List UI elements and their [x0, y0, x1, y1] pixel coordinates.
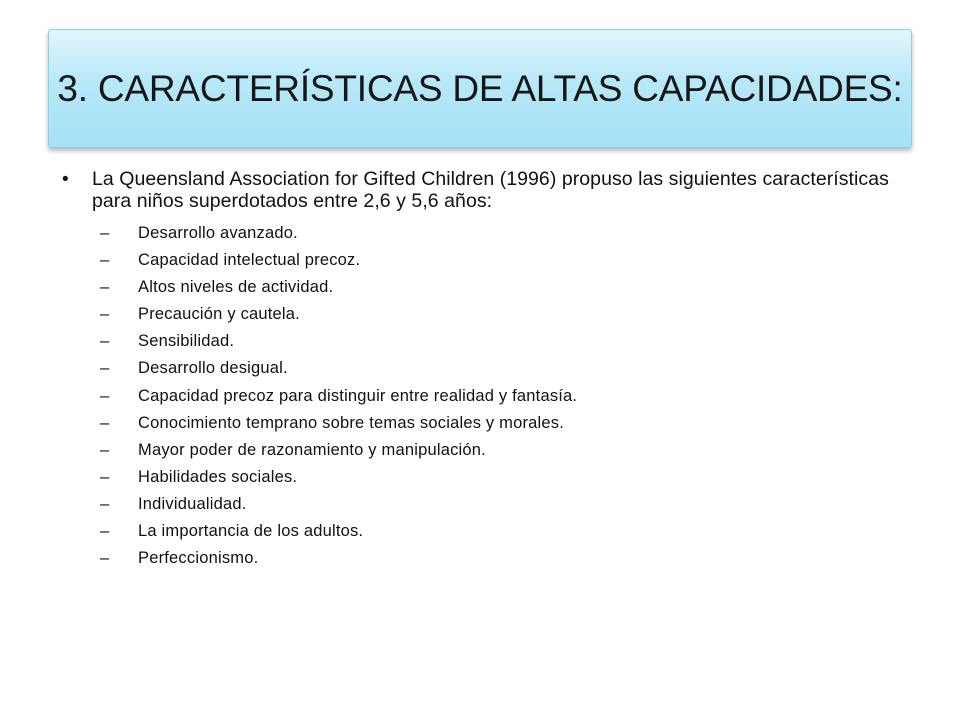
dash-icon: – [100, 305, 110, 324]
list-item [62, 548, 922, 575]
dash-icon: – [100, 494, 110, 513]
dash-icon: – [100, 251, 110, 270]
list-item [62, 223, 922, 250]
intro-text: La Queensland Association for Gifted Children (1996) propuso las siguientes características para niños superdotados entre 2,6 y 5,6 años: [92, 168, 889, 212]
list-item [62, 250, 922, 277]
list-item-text: Altos niveles de actividad. [138, 278, 334, 297]
dash-icon: – [100, 359, 110, 378]
list-item [62, 467, 922, 494]
list-item [62, 494, 922, 521]
dash-icon: – [100, 386, 110, 405]
list-item-text: Conocimiento temprano sobre temas sociales y morales. [138, 413, 565, 432]
list-item [62, 331, 922, 358]
dash-icon: – [100, 549, 110, 568]
list-item-text: La importancia de los adultos. [138, 522, 364, 541]
list-item-text: Individualidad. [138, 494, 247, 513]
list-item-text: Sensibilidad. [138, 332, 235, 351]
dash-icon: – [100, 522, 110, 541]
dash-icon: – [100, 278, 110, 297]
list-item-text: Habilidades sociales. [138, 467, 298, 486]
list-item-text: Perfeccionismo. [138, 549, 259, 568]
list-item-text: Capacidad intelectual precoz. [138, 251, 361, 270]
list-item [62, 386, 922, 413]
list-item-text: Capacidad precoz para distinguir entre realidad y fantasía. [138, 386, 578, 405]
dash-icon: – [100, 440, 110, 459]
list-item [62, 521, 922, 548]
list-item [62, 277, 922, 304]
dash-icon: – [100, 332, 110, 351]
list-item [62, 358, 922, 385]
list-item [62, 413, 922, 440]
dash-icon: – [100, 467, 110, 486]
slide-title: 3. CARACTERÍSTICAS DE ALTAS CAPACIDADES: [57, 67, 903, 109]
dash-icon: – [100, 224, 110, 242]
list-item-text: Desarrollo desigual. [138, 359, 288, 378]
list-item-text: Desarrollo avanzado. [138, 224, 298, 242]
bullet-dot-icon: • [62, 169, 69, 190]
list-item-text: Mayor poder de razonamiento y manipulación. [138, 440, 486, 459]
list-item [62, 440, 922, 467]
list-item-text: Precaución y cautela. [138, 305, 300, 324]
title-box [48, 29, 912, 148]
list-item [62, 304, 922, 331]
slide-content [62, 168, 922, 575]
characteristics-list [62, 223, 922, 575]
dash-icon: – [100, 413, 110, 432]
bullet-item [62, 168, 922, 212]
